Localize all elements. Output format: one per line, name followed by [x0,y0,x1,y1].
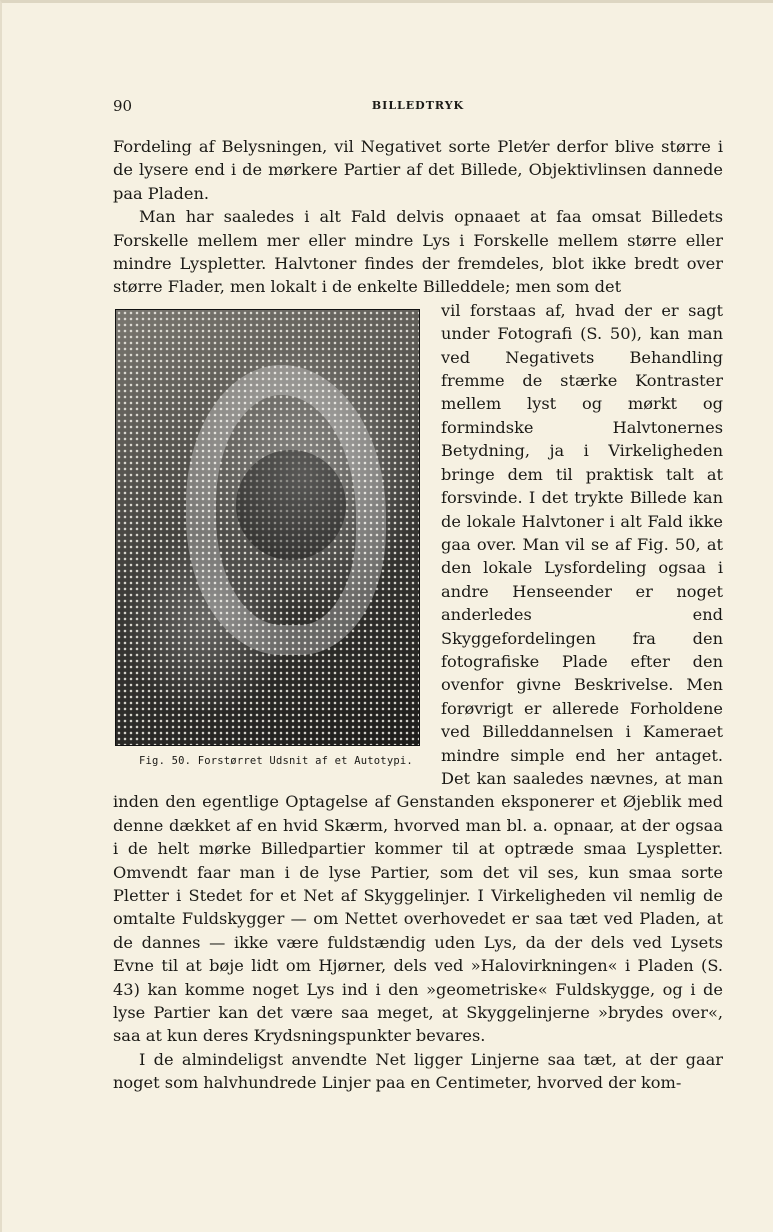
figure-50 [113,299,423,779]
page-header [113,97,723,119]
page-number: 90 [113,97,133,115]
halftone-ear-image [115,309,420,746]
paragraph-1: Fordeling af Belysningen, vil Negativet sorte Plet⁄er derfor blive større i de lysere end i de mørkere Partier af det Billede, Objektivlinsen dannede paa Pladen. [113,137,723,203]
running-head: BILLEDTRYK [371,99,465,112]
paragraph-2-continued: vil forstaas af, hvad der er sagt under Fotografi (S. 50), kan man ved Negativets Behandling fremme de stærke Kontraster mellem lyst og mørkt og formindske Halvtonernes Betydning, ja i Virkeligheden bringe dem til praktisk talt at forsvinde. I det trykte Billede kan de lokale Halvtoner i alt Fald ikke gaa over. Man vil se af Fig. 50, at den lokale Lysfordeling ogsaa i andre Henseender er noget anderledes end Skyggefordelingen fra den fotografiske Plade efter den ovenfor givne Beskrivelse. Men forøvrigt er allerede Forholdene ved Billeddannelsen i Kameraet mindre simple end her antaget. Det kan saaledes nævnes, at man inden den egentlige Optagelse af Genstanden eksponerer et Øjeblik med denne dækket af en hvid Skærm, hvorved man bl. a. opnaar, at der ogsaa i de helt mørke Billedpartier kommer til at optræde smaa Lyspletter. Omvendt faar man i de lyse Partier, som det vil ses, kun smaa sorte Pletter i Stedet for et Net af Skyggelinjer. I Virkeligheden vil nemlig de omtalte Fuldskygger — om Nettet overhovedet er saa tæt ved Pladen, at de dannes — ikke være fuldstændig uden Lys, da der dels ved Lysets Evne til at bøje lidt om Hjørner, dels ved »Halovirkningen« i Pladen (S. 43) kan komme noget Lys ind i den »geometriske« Fuldskygge, og i de lyse Partier kan det være saa meget, at Skyggelinjerne »brydes over«, saa at kun deres Krydsningspunkter bevares. [113,300,723,1046]
paragraph-3: I de almindeligst anvendte Net ligger Linjerne saa tæt, at der gaar noget som halvhundrede Linjer paa en Centimeter, hvorved der kom- [113,1049,723,1093]
figure-caption: Fig. 50. Forstørret Udsnit af et Autotypi. [139,754,413,767]
ear-shadow [236,450,346,560]
paragraph-2: Man har saaledes i alt Fald delvis opnaaet at faa omsat Billedets Forskelle mellem mer eller mindre Lys i Forskelle mellem større eller mindre Lyspletter. Halvtoner findes der fremdeles, blot ikke bredt over større Flader, men lokalt i de enkelte Billeddele; men som det [113,207,723,297]
body-text [113,135,723,1095]
